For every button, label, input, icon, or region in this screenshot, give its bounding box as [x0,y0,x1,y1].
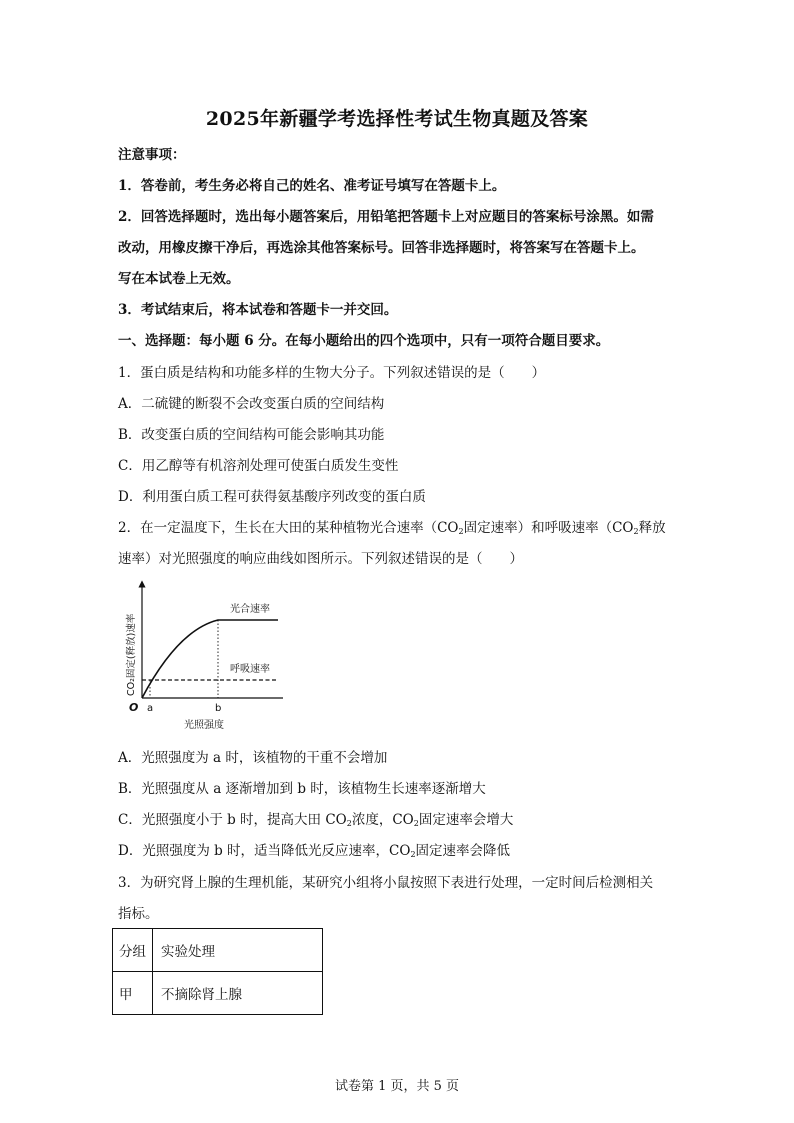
q1-option-d: D．利用蛋白质工程可获得氨基酸序列改变的蛋白质 [118,489,426,505]
x-tick-a: a [147,703,154,714]
q1-stem: 1．蛋白质是结构和功能多样的生物大分子。下列叙述错误的是（ ） [118,365,546,381]
q2-option-c: C．光照强度小于 b 时，提高大田 $CO_2$浓度，$CO_2$固定速率会增大 [118,812,514,828]
q2-option-d: D．光照强度为 b 时，适当降低光反应速率，$CO_2$固定速率会降低 [118,843,511,859]
page-footer: 试卷第 1 页，共 5 页 [334,1079,460,1094]
x-axis-label: 光照强度 [184,720,224,731]
q1-option-b: B．改变蛋白质的空间结构可能会影响其功能 [118,427,385,443]
table-cell: 不摘除肾上腺 [153,972,323,1015]
table-header-cell: 实验处理 [153,929,323,972]
q2-stem-line-2: 速率）对光照强度的响应曲线如图所示。下列叙述错误的是（ ） [118,551,523,567]
notice-item-2-line-2: 改动，用橡皮擦干净后，再选涂其他答案标号。回答非选择题时，将答案写在答题卡上。 [118,240,645,256]
q3-stem-line-1: 3．为研究肾上腺的生理机能，某研究小组将小鼠按照下表进行处理，一定时间后检测相关 [118,875,654,891]
table-header-cell: 分组 [113,929,153,972]
q3-stem-line-2: 指标。 [118,906,159,922]
origin-label: O [129,701,139,714]
y-axis-label: CO₂固定(释放)速率 [126,613,137,696]
photosynthesis-curve [142,620,278,698]
table-row [113,972,323,1015]
photosynthesis-label: 光合速率 [230,604,270,615]
notice-item-2-line-1: 2．回答选择题时，选出每小题答案后，用铅笔把答题卡上对应题目的答案标号涂黑。如需 [118,209,654,225]
q2-option-b: B．光照强度从 a 逐渐增加到 b 时，该植物生长速率逐渐增大 [118,781,486,797]
q1-option-c: C．用乙醇等有机溶剂处理可使蛋白质发生变性 [118,458,399,474]
section-heading: 一、选择题：每小题 6 分。在每小题给出的四个选项中，只有一项符合题目要求。 [118,333,610,349]
notice-item-3: 3．考试结束后，将本试卷和答题卡一并交回。 [118,302,398,318]
page-title: 2025年新疆学考选择性考试生物真题及答案 [205,108,589,130]
notice-item-2-line-3: 写在本试卷上无效。 [118,271,240,287]
q2-option-a: A．光照强度为 a 时，该植物的干重不会增加 [118,750,388,766]
table-cell: 甲 [113,972,153,1015]
table-header-row [113,929,323,972]
x-tick-b: b [215,703,222,714]
respiration-label: 呼吸速率 [230,664,270,675]
q1-option-a: A．二硫键的断裂不会改变蛋白质的空间结构 [118,396,385,412]
notice-heading: 注意事项： [118,147,186,163]
experiment-table [112,928,323,1015]
rate-light-chart [118,578,288,738]
notice-item-1: 1．答卷前，考生务必将自己的姓名、准考证号填写在答题卡上。 [118,178,506,194]
q2-stem-line-1: 2．在一定温度下，生长在大田的某种植物光合速率（$CO_2$固定速率）和呼吸速率（$CO_2$释放 [118,520,666,536]
